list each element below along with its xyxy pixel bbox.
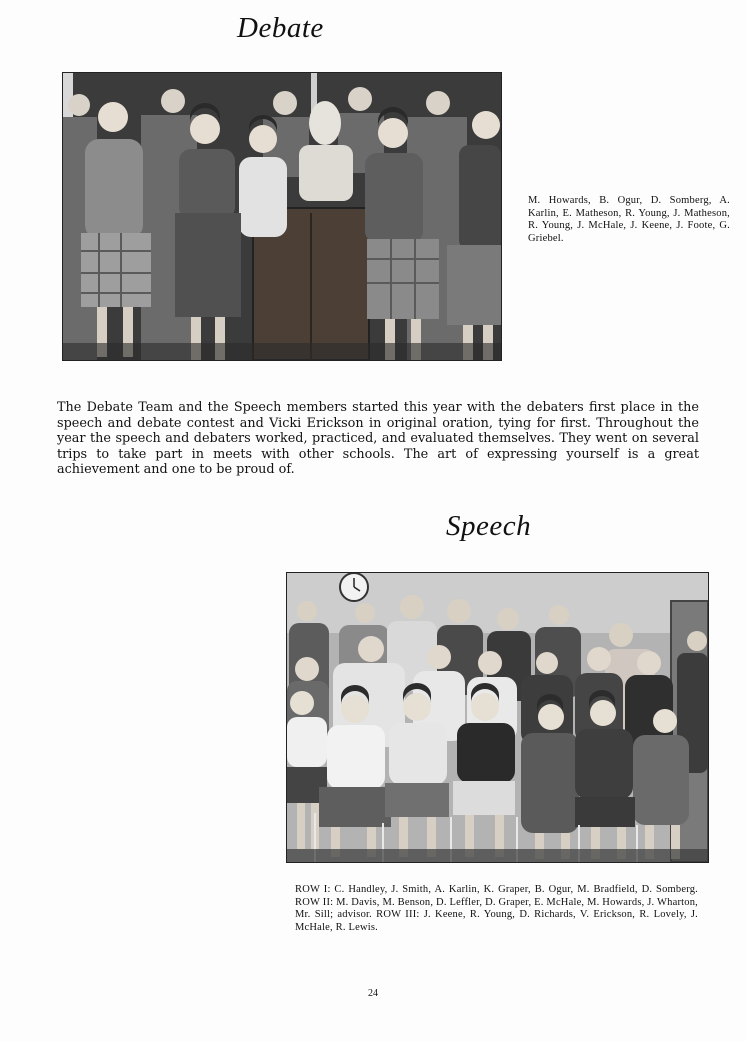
speech-photo-illustration xyxy=(287,573,708,862)
debate-caption: M. Howards, B. Ogur, D. Somberg, A. Karlin, E. Matheson, R. Young, J. Matheson, R. Young, J. McHale, J. Keene, J. Foote, G. Griebel. xyxy=(528,195,730,244)
speech-team-photo xyxy=(286,572,709,863)
wall-clock-icon xyxy=(340,573,368,601)
debate-photo-illustration xyxy=(63,73,501,360)
debate-team-photo xyxy=(62,72,502,361)
body-paragraph: The Debate Team and the Speech members started this year with the debaters first place in the speech and debate contest and Vicki Erickson in original oration, tying for first. Throughout the year the speech and debaters worked, practiced, and evaluated themselves. They went on several trips to take part in meets with other schools. The art of expressing yourself is a great achievement and one to be proud of. xyxy=(57,400,699,477)
page-number: 24 xyxy=(368,988,378,999)
speech-heading: Speech xyxy=(446,510,532,542)
speech-caption: ROW I: C. Handley, J. Smith, A. Karlin, K. Graper, B. Ogur, M. Bradfield, D. Somberg. ROW II: M. Davis, M. Benson, D. Leffler, D. Graper, E. McHale, M. Howards, J. Wharton, Mr. Sill; advisor. ROW III: J. Keene, R. Young, D. Richards, V. Erickson, R. Lovely, J. McHale, R. Lewis. xyxy=(295,884,698,933)
debate-heading: Debate xyxy=(237,12,324,44)
